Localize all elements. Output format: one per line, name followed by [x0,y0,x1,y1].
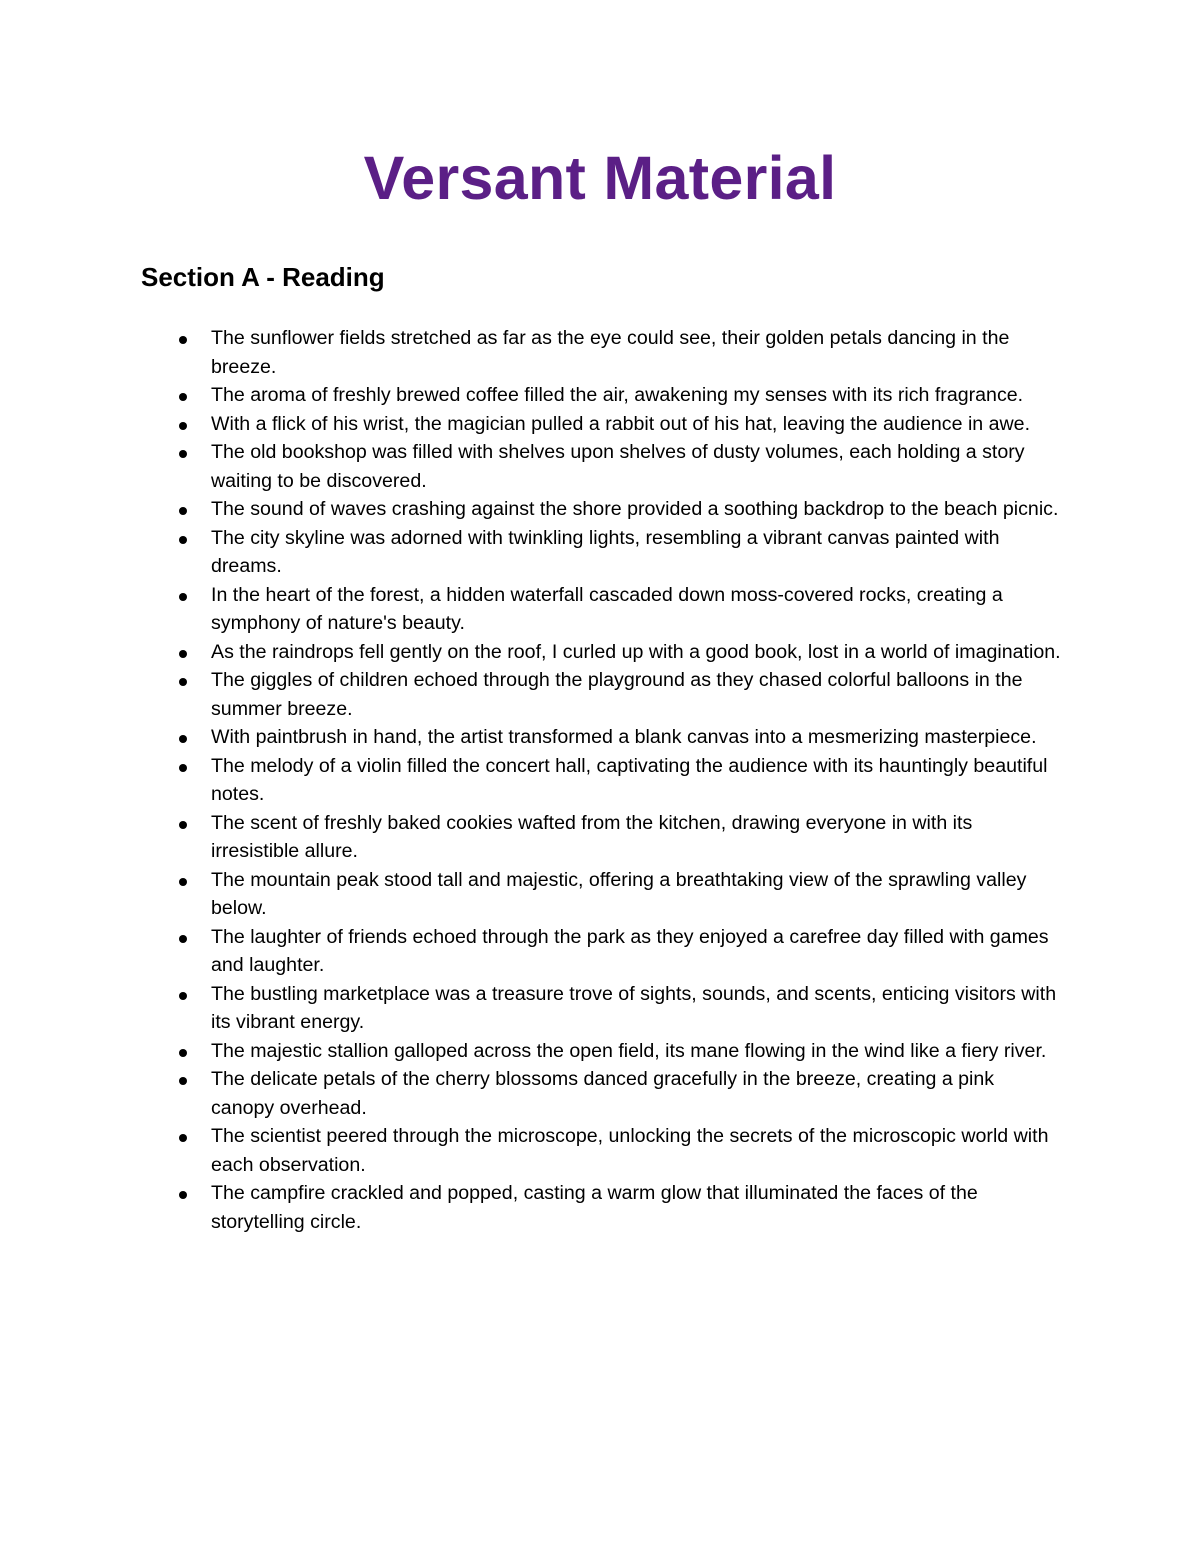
list-item-text: The aroma of freshly brewed coffee filled the air, awakening my senses with its rich fragrance. [211,384,1024,406]
list-item-text: The mountain peak stood tall and majestic, offering a breathtaking view of the sprawling valley below. [211,868,1027,919]
list-item [0,381,1061,410]
list-item [0,809,1061,866]
list-item-text: With paintbrush in hand, the artist transformed a blank canvas into a mesmerizing masterpiece. [211,726,1037,748]
list-item [0,666,1061,723]
list-item-text: The laughter of friends echoed through the park as they enjoyed a carefree day filled with games and laughter. [211,925,1049,976]
list-item [0,438,1061,495]
list-item [0,752,1061,809]
list-item [0,638,1061,667]
list-item [0,1122,1061,1179]
list-item-text: The sunflower fields stretched as far as the eye could see, their golden petals dancing in the breeze. [211,327,1010,378]
list-item [0,980,1061,1037]
list-item-text: The city skyline was adorned with twinkling lights, resembling a vibrant canvas painted with dreams. [211,526,1000,577]
list-item-text: The bustling marketplace was a treasure trove of sights, sounds, and scents, enticing visitors with its vibrant energy. [211,982,1057,1033]
bullet-icon [179,1191,187,1199]
list-item [0,581,1061,638]
list-item [0,1065,1061,1122]
bullet-icon [179,422,187,430]
bullet-icon [179,992,187,1000]
list-item-text: The scent of freshly baked cookies wafted from the kitchen, drawing everyone in with its irresistible allure. [211,811,973,862]
list-item-text: The majestic stallion galloped across the open field, its mane flowing in the wind like a fiery river. [211,1039,1047,1062]
list-item-text: In the heart of the forest, a hidden waterfall cascaded down moss-covered rocks, creating a symphony of nature's beauty. [211,583,1003,634]
bullet-icon [179,336,187,344]
bullet-icon [179,450,187,458]
list-item-text: The scientist peered through the microscope, unlocking the secrets of the microscopic world with each observation. [211,1125,1049,1176]
bullet-icon [179,1134,187,1142]
list-item [0,495,1061,524]
bullet-icon [179,935,187,943]
bullet-icon [179,507,187,515]
bullet-icon [179,650,187,658]
bullet-icon [179,878,187,886]
bullet-icon [179,593,187,601]
bullet-icon [179,764,187,772]
list-item [0,923,1061,980]
list-item-text: The giggles of children echoed through the playground as they chased colorful balloons in the summer breeze. [211,669,1023,720]
page-title: Versant Material [363,144,837,212]
bullet-icon [179,678,187,686]
bullet-icon [179,1049,187,1057]
list-item-text: As the raindrops fell gently on the roof, I curled up with a good book, lost in a world of imagination. [211,640,1061,663]
list-item [0,866,1061,923]
list-item [0,324,1061,381]
list-item [0,410,1061,439]
list-item [0,1179,1061,1236]
list-item-text: The old bookshop was filled with shelves upon shelves of dusty volumes, each holding a story waiting to be discovered. [211,441,1025,492]
list-item-text: The sound of waves crashing against the shore provided a soothing backdrop to the beach picnic. [211,498,1059,520]
list-item-text: The delicate petals of the cherry blossoms danced gracefully in the breeze, creating a pink canopy overhead. [211,1068,995,1119]
list-item [0,723,1061,752]
section-heading: Section A - Reading [141,262,385,292]
list-item-text: With a flick of his wrist, the magician pulled a rabbit out of his hat, leaving the audience in awe. [211,412,1031,435]
bullet-icon [179,536,187,544]
list-item [0,1037,1061,1066]
list-item [0,524,1061,581]
sentence-list [0,324,1200,1236]
bullet-icon [179,393,187,401]
list-item-text: The campfire crackled and popped, casting a warm glow that illuminated the faces of the storytelling circle. [211,1182,978,1233]
list-item-text: The melody of a violin filled the concert hall, captivating the audience with its hauntingly beautiful notes. [211,754,1048,805]
bullet-icon [179,821,187,829]
bullet-icon [179,735,187,743]
bullet-icon [179,1077,187,1085]
